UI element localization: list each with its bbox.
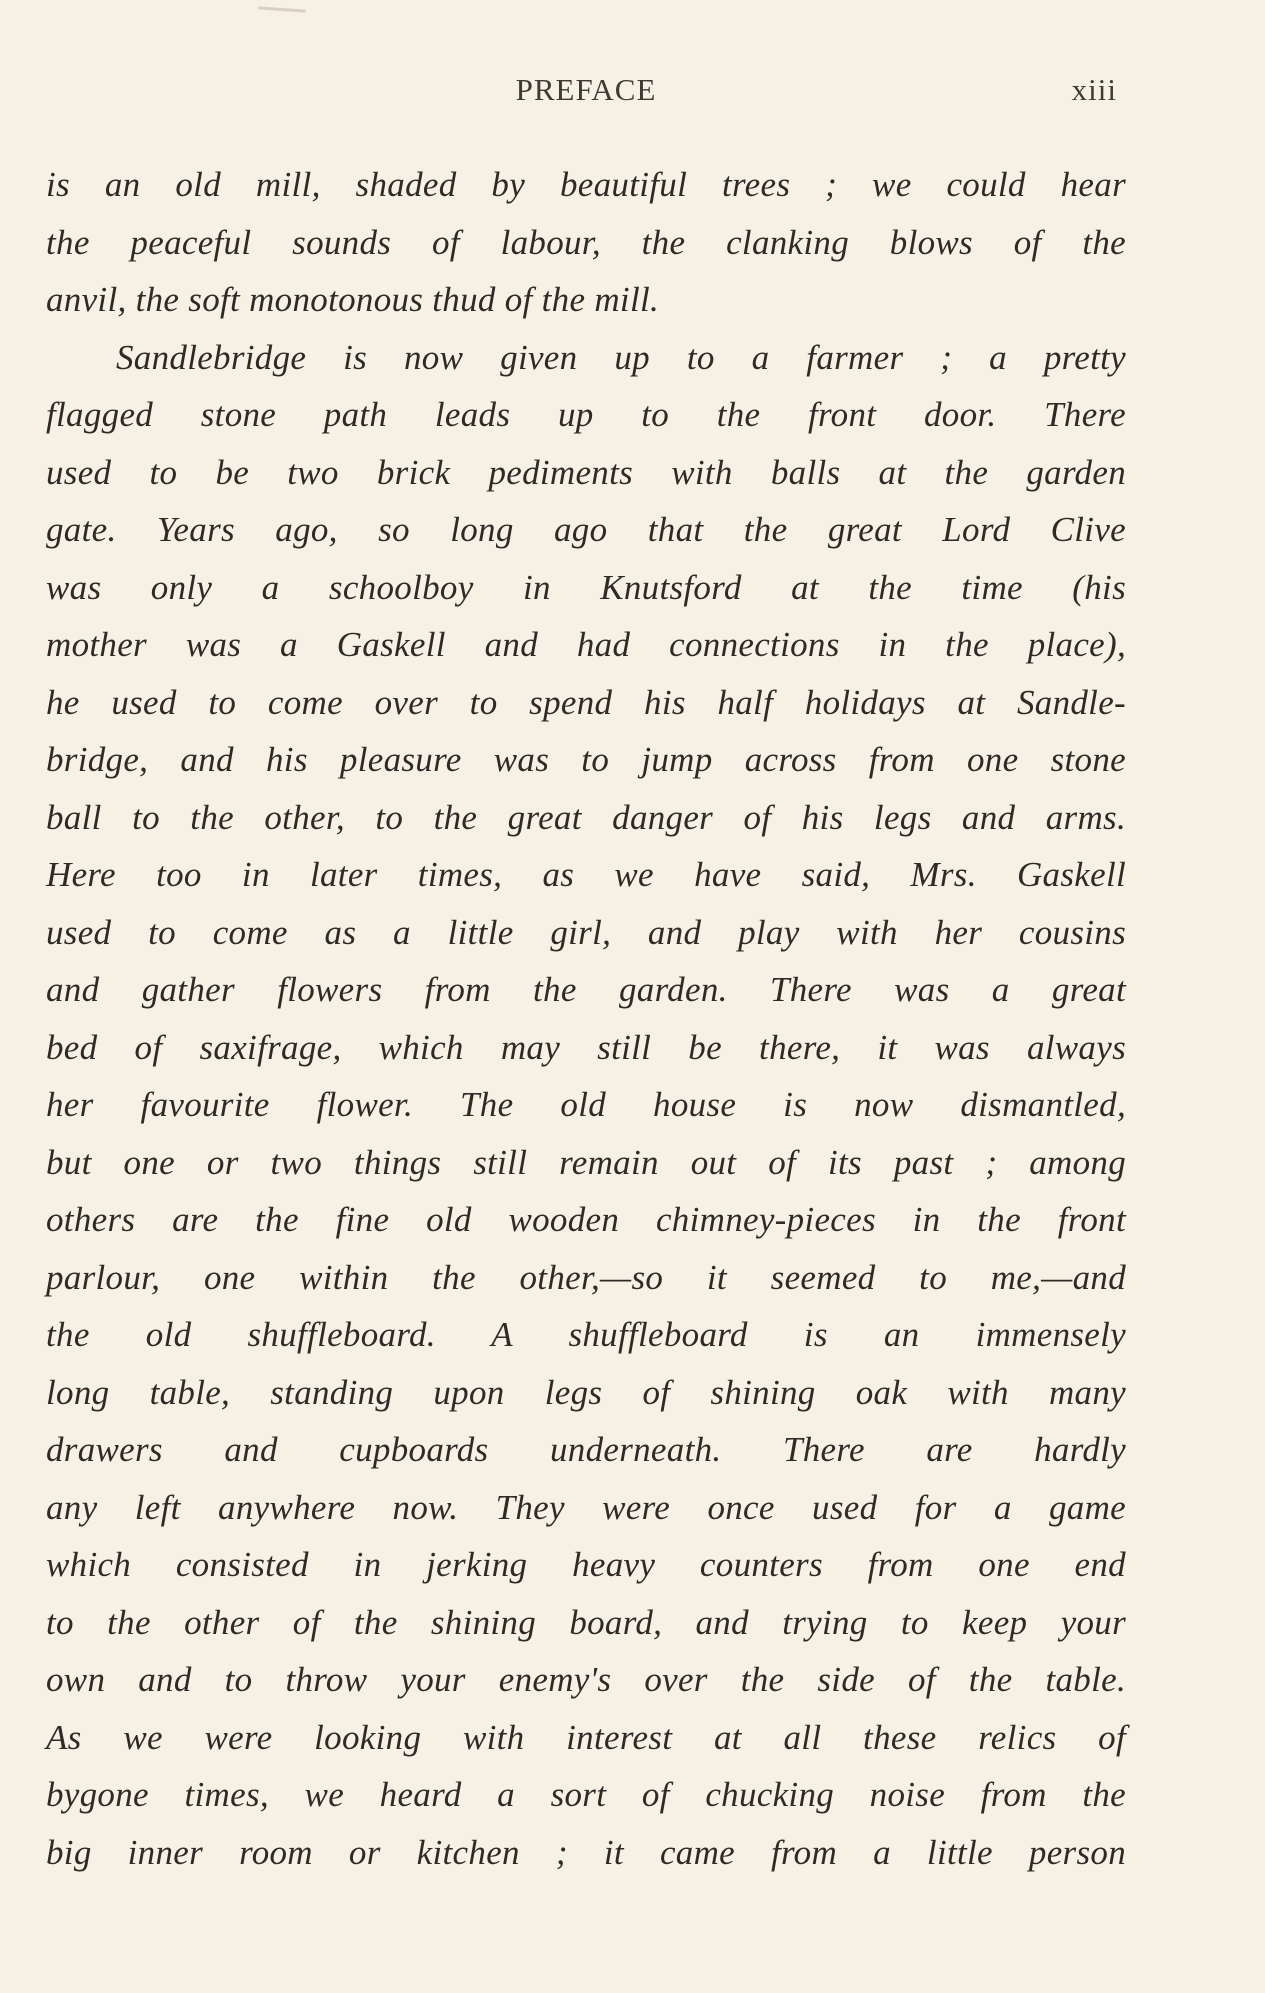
page-edge-mark xyxy=(258,6,306,12)
text-line: any left anywhere now. They were once used for a game xyxy=(46,1487,1126,1527)
paragraph-first-line: Sandlebridge is now given up to a farmer ; a pretty xyxy=(116,337,1126,377)
text-line: the old shuffleboard. A shuffleboard is an immensely xyxy=(46,1315,1126,1354)
text-line: but one or two things still remain out of its past ; among xyxy=(46,1142,1126,1182)
text-line: bed of saxifrage, which may still be there, it was always xyxy=(46,1027,1126,1067)
text-line: anvil, the soft monotonous thud of the mill. xyxy=(46,280,660,319)
text-line: gate. Years ago, so long ago that the great Lord Clive xyxy=(46,510,1126,549)
running-head xyxy=(0,72,1265,122)
text-line: others are the fine old wooden chimney-pieces in the front xyxy=(46,1200,1126,1239)
text-line: used to come as a little girl, and play with her cousins xyxy=(46,912,1126,952)
text-line: flagged stone path leads up to the front door. There xyxy=(46,395,1126,434)
text-line: As we were looking with interest at all these relics of xyxy=(46,1717,1126,1757)
body-text xyxy=(46,156,1126,1881)
text-line: bridge, and his pleasure was to jump across from one stone xyxy=(46,740,1126,779)
text-line: own and to throw your enemy's over the side of the table. xyxy=(46,1660,1126,1699)
text-line: her favourite flower. The old house is now dismantled, xyxy=(46,1085,1126,1124)
text-line: which consisted in jerking heavy counters from one end xyxy=(46,1545,1126,1584)
text-line: long table, standing upon legs of shining oak with many xyxy=(46,1372,1126,1412)
text-line: is an old mill, shaded by beautiful trees ; we could hear xyxy=(46,165,1126,204)
text-line: mother was a Gaskell and had connections in the place), xyxy=(46,625,1126,664)
text-line: ball to the other, to the great danger of his legs and arms. xyxy=(46,797,1126,837)
text-line: parlour, one within the other,—so it seemed to me,—and xyxy=(46,1257,1126,1297)
text-line: he used to come over to spend his half holidays at Sandle- xyxy=(46,682,1126,722)
text-line: drawers and cupboards underneath. There are hardly xyxy=(46,1430,1126,1469)
page-number: xiii xyxy=(1071,72,1117,107)
text-line: and gather flowers from the garden. There was a great xyxy=(46,970,1126,1009)
text-line: was only a schoolboy in Knutsford at the time (his xyxy=(46,567,1126,607)
text-line: big inner room or kitchen ; it came from a little person xyxy=(46,1832,1126,1872)
running-title: PREFACE xyxy=(515,72,657,107)
text-line: used to be two brick pediments with balls at the garden xyxy=(46,452,1126,492)
text-line: Here too in later times, as we have said, Mrs. Gaskell xyxy=(46,855,1126,894)
text-line: the peaceful sounds of labour, the clanking blows of the xyxy=(46,222,1126,262)
text-line: to the other of the shining board, and trying to keep your xyxy=(46,1602,1126,1642)
text-line: bygone times, we heard a sort of chucking noise from the xyxy=(46,1775,1126,1814)
